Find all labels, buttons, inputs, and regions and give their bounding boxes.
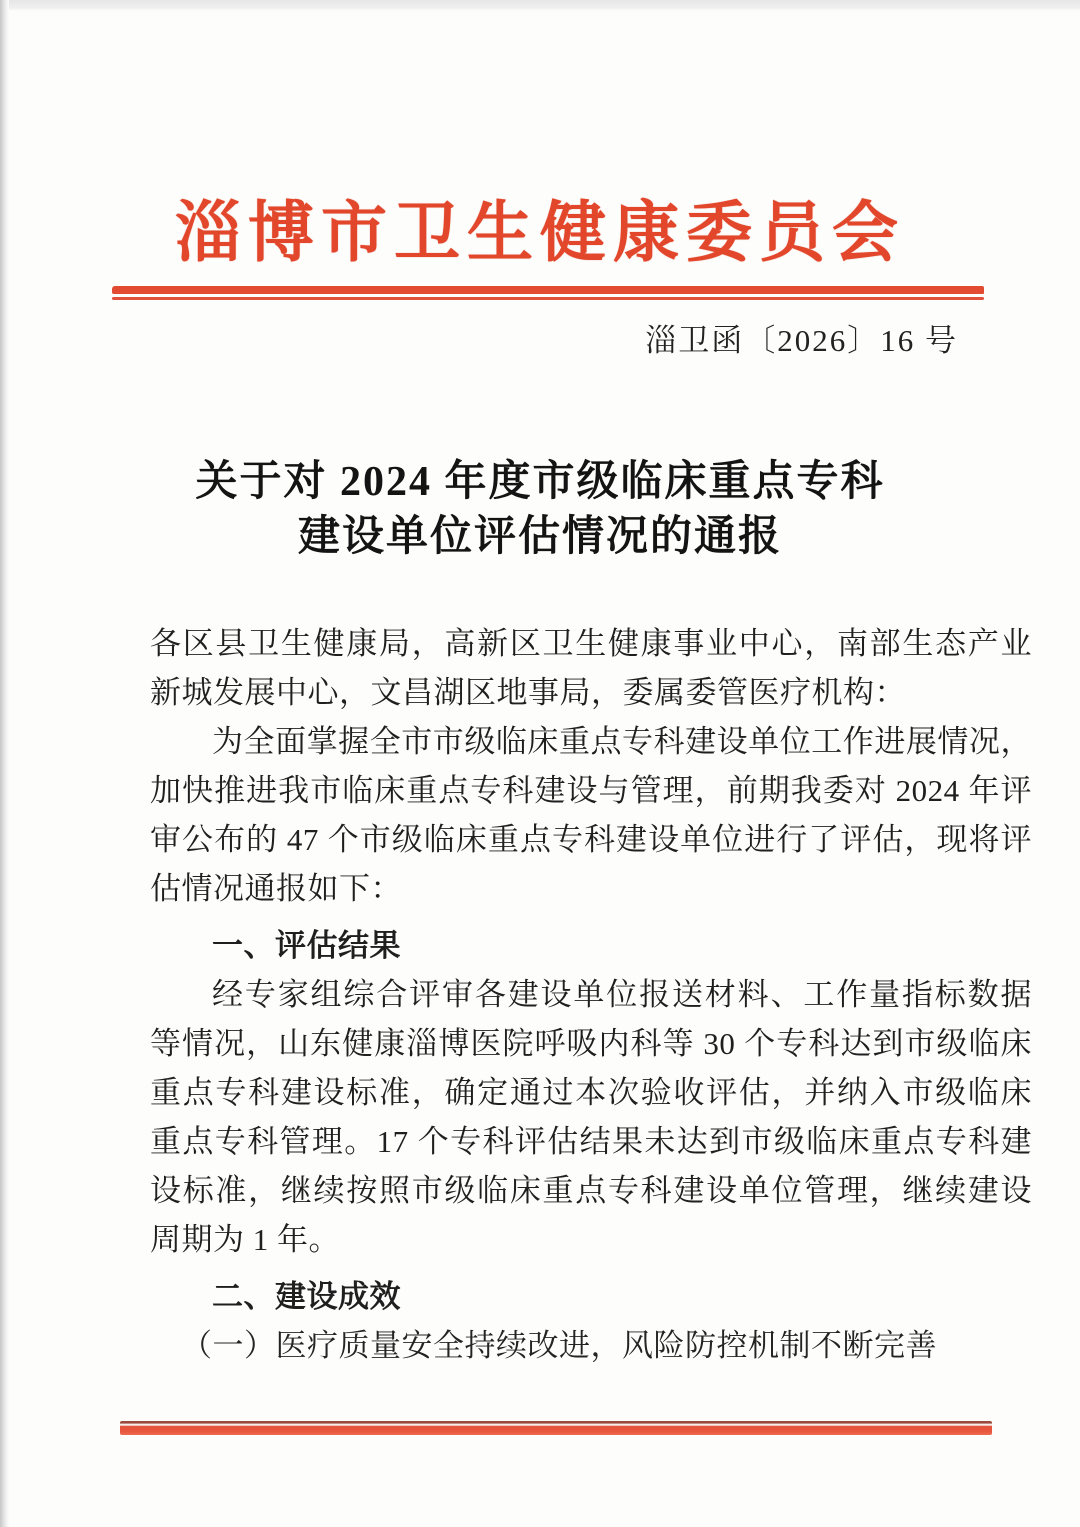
intro-paragraph-line-1: 为全面掌握全市市级临床重点专科建设单位工作进展情况， [212,724,1032,759]
document-number: 淄卫函〔2026〕16 号 [645,323,958,358]
document-body [150,619,1032,1370]
salutation-line-1: 各区县卫生健康局，高新区卫生健康事业中心，南部生态产业 [150,626,1032,661]
page-bottom-red-line [120,1421,992,1435]
issuing-org-letterhead: 淄博市卫生健康委员会 [175,197,905,270]
intro-paragraph-line-3: 审公布的 47 个市级临床重点专科建设单位进行了评估，现将评 [150,822,1032,857]
section-1-line-3: 重点专科建设标准，确定通过本次验收评估，并纳入市级临床 [150,1075,1032,1110]
intro-paragraph-line-2: 加快推进我市临床重点专科建设与管理，前期我委对 2024 年评 [150,773,1032,808]
divider-thick-line [112,286,984,294]
document-title-line-2: 建设单位评估情况的通报 [297,514,782,560]
section-2-heading: 二、建设成效 [212,1279,401,1314]
letterhead-divider-line [112,286,984,300]
scan-edge-top [0,0,1080,11]
document-title [0,455,1080,565]
section-1-line-1: 经专家组综合评审各建设单位报送材料、工作量指标数据 [212,977,1032,1012]
section-1-line-2: 等情况，山东健康淄博医院呼吸内科等 30 个专科达到市级临床 [150,1026,1032,1061]
section-1-line-4: 重点专科管理。17 个专科评估结果未达到市级临床重点专科建 [150,1124,1032,1159]
divider-thin-line [112,297,984,300]
section-1-line-6: 周期为 1 年。 [150,1222,340,1257]
section-1-line-5: 设标准，继续按照市级临床重点专科建设单位管理，继续建设 [150,1173,1032,1208]
document-title-line-1: 关于对 2024 年度市级临床重点专科 [195,459,885,505]
section-1-heading: 一、评估结果 [212,928,401,963]
intro-paragraph-line-4: 估情况通报如下： [150,871,402,906]
subsection-1-heading: （一）医疗质量安全持续改进，风险防控机制不断完善 [181,1328,937,1363]
salutation-line-2: 新城发展中心，文昌湖区地事局，委属委管医疗机构： [150,675,906,710]
